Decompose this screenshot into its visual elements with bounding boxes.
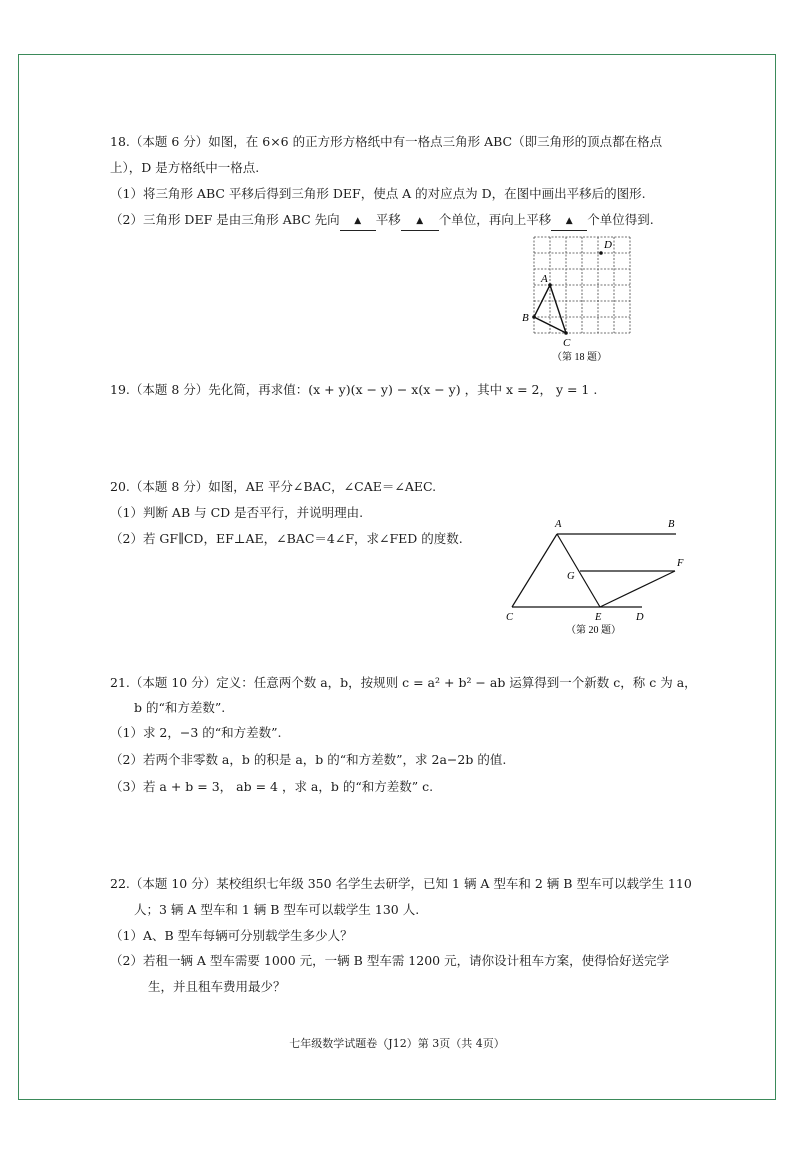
label-g: G	[567, 571, 575, 582]
label-b: B	[668, 519, 675, 530]
grid-diagram	[516, 232, 646, 366]
q18-line2: 上），D 是方格纸中一格点.	[110, 160, 260, 175]
q22-item1: （1）A、B 型车每辆可分别载学生多少人？	[110, 928, 353, 943]
q19-line1: 19.（本题 8 分）先化简，再求值：(x + y)(x − y) − x(x − y) ，其中 x = 2， y = 1 .	[110, 382, 598, 397]
q22-line2: 人；3 辆 A 型车和 1 辆 B 型车可以载学生 130 人.	[134, 902, 420, 917]
q18-item2	[110, 211, 654, 231]
q20-item2: （2）若 GF∥CD，EF⊥AE，∠BAC＝4∠F，求∠FED 的度数.	[110, 531, 463, 546]
line-ef	[600, 571, 675, 607]
label-d: D	[604, 239, 612, 251]
q18-item2-c: 个单位，再向上平移	[438, 212, 552, 227]
label-b: B	[522, 312, 529, 324]
blank-marker: ▲	[416, 216, 424, 226]
point-c	[564, 331, 568, 335]
q20-figure	[500, 514, 692, 638]
q22-line1: 22.（本题 10 分）某校组织七年级 350 名学生去研学，已知 1 辆 A 型车和 2 辆 B 型车可以载学生 110	[110, 876, 692, 891]
blank-marker: ▲	[354, 216, 362, 226]
blank-units-1	[401, 211, 439, 231]
q18-item2-d: 个单位得到.	[587, 212, 654, 227]
q18-item1: （1）将三角形 ABC 平移后得到三角形 DEF，使点 A 的对应点为 D，在图中画出平移后的图形.	[110, 186, 646, 201]
label-a: A	[541, 273, 548, 285]
blank-direction	[340, 211, 376, 231]
point-a	[548, 283, 552, 287]
q18-item2-b: 平移	[375, 212, 401, 227]
q20-line1: 20.（本题 8 分）如图，AE 平分∠BAC，∠CAE＝∠AEC.	[110, 479, 437, 494]
q18-item2-a: （2）三角形 DEF 是由三角形 ABC 先向	[110, 212, 340, 227]
label-a: A	[555, 519, 562, 530]
q21-line1: 21.（本题 10 分）定义：任意两个数 a，b，按规则 c = a² + b² − ab 运算得到一个新数 c，称 c 为 a，	[110, 675, 697, 690]
line-ac	[512, 534, 557, 607]
q21-item3: （3）若 a + b = 3， ab = 4 ，求 a，b 的“和方差数” c.	[110, 779, 434, 794]
blank-marker: ▲	[565, 216, 573, 226]
q22-item2-line2: 生，并且租车费用最少？	[148, 979, 286, 994]
q22-item2-line1: （2）若租一辆 A 型车需要 1000 元，一辆 B 型车需 1200 元，请你设计租车方案，使得恰好送完学	[110, 953, 670, 968]
label-e: E	[595, 612, 602, 623]
label-c: C	[563, 337, 571, 349]
q21-item2: （2）若两个非零数 a，b 的积是 a，b 的“和方差数”，求 2a−2b 的值.	[110, 752, 507, 767]
point-b	[532, 315, 536, 319]
label-f: F	[677, 558, 684, 569]
q21-line2: b 的“和方差数”.	[134, 700, 226, 715]
label-d: D	[636, 612, 644, 623]
q18-caption: （第 18 题）	[552, 352, 607, 363]
label-c: C	[506, 612, 514, 623]
blank-units-2	[551, 211, 587, 231]
page-footer: 七年级数学试题卷（J12）第 3页（共 4页）	[289, 1037, 505, 1050]
geometry-diagram	[500, 514, 692, 638]
q18-line1: 18.（本题 6 分）如图，在 6×6 的正方形方格纸中有一格点三角形 ABC（即三角形的顶点都在格点	[110, 134, 663, 149]
q18-figure	[516, 232, 646, 366]
point-d	[599, 251, 603, 255]
q20-item1: （1）判断 AB 与 CD 是否平行，并说明理由.	[110, 505, 364, 520]
q21-item1: （1）求 2，−3 的“和方差数”.	[110, 725, 282, 740]
q20-caption: （第 20 题）	[566, 625, 621, 636]
